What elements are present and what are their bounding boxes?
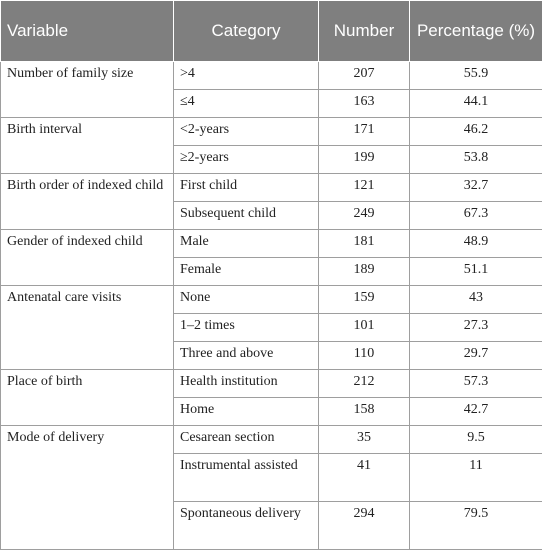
category-cell: None — [174, 286, 319, 314]
category-cell: ≤4 — [174, 90, 319, 118]
variable-cell: Birth interval — [1, 118, 174, 174]
number-cell: 294 — [319, 502, 410, 550]
header-number: Number — [319, 1, 410, 62]
table-header — [1, 1, 542, 62]
category-cell: Instrumental assisted — [174, 454, 319, 502]
category-cell: Male — [174, 230, 319, 258]
number-cell: 181 — [319, 230, 410, 258]
table-row — [1, 62, 542, 90]
percentage-cell: 67.3 — [410, 202, 542, 230]
table-row — [1, 118, 542, 146]
number-cell: 35 — [319, 426, 410, 454]
number-cell: 207 — [319, 62, 410, 90]
number-cell: 110 — [319, 342, 410, 370]
percentage-cell: 42.7 — [410, 398, 542, 426]
category-cell: <2-years — [174, 118, 319, 146]
category-cell: Three and above — [174, 342, 319, 370]
number-cell: 249 — [319, 202, 410, 230]
percentage-cell: 51.1 — [410, 258, 542, 286]
percentage-cell: 53.8 — [410, 146, 542, 174]
number-cell: 158 — [319, 398, 410, 426]
variable-cell: Gender of indexed child — [1, 230, 174, 286]
percentage-cell: 48.9 — [410, 230, 542, 258]
percentage-cell: 32.7 — [410, 174, 542, 202]
number-cell: 212 — [319, 370, 410, 398]
category-cell: Health institution — [174, 370, 319, 398]
header-row — [1, 1, 542, 62]
variable-cell: Place of birth — [1, 370, 174, 426]
percentage-cell: 79.5 — [410, 502, 542, 550]
number-cell: 41 — [319, 454, 410, 502]
variable-cell: Number of family size — [1, 62, 174, 118]
percentage-cell: 29.7 — [410, 342, 542, 370]
table-row — [1, 286, 542, 314]
category-cell: 1–2 times — [174, 314, 319, 342]
percentage-cell: 9.5 — [410, 426, 542, 454]
variable-cell: Mode of delivery — [1, 426, 174, 550]
category-cell: >4 — [174, 62, 319, 90]
table-row — [1, 426, 542, 454]
header-variable: Variable — [1, 1, 174, 62]
number-cell: 189 — [319, 258, 410, 286]
number-cell: 101 — [319, 314, 410, 342]
header-category: Category — [174, 1, 319, 62]
number-cell: 171 — [319, 118, 410, 146]
category-cell: First child — [174, 174, 319, 202]
table-body — [1, 62, 542, 550]
percentage-cell: 57.3 — [410, 370, 542, 398]
category-cell: Home — [174, 398, 319, 426]
header-percentage: Percentage (%) — [410, 1, 542, 62]
table-row — [1, 370, 542, 398]
percentage-cell: 44.1 — [410, 90, 542, 118]
percentage-cell: 11 — [410, 454, 542, 502]
number-cell: 159 — [319, 286, 410, 314]
percentage-cell: 46.2 — [410, 118, 542, 146]
table-row — [1, 174, 542, 202]
variable-cell: Antenatal care visits — [1, 286, 174, 370]
table-row — [1, 230, 542, 258]
category-cell: ≥2-years — [174, 146, 319, 174]
number-cell: 199 — [319, 146, 410, 174]
category-cell: Spontaneous delivery — [174, 502, 319, 550]
percentage-cell: 43 — [410, 286, 542, 314]
variable-cell: Birth order of indexed child — [1, 174, 174, 230]
percentage-cell: 55.9 — [410, 62, 542, 90]
percentage-cell: 27.3 — [410, 314, 542, 342]
category-cell: Female — [174, 258, 319, 286]
number-cell: 121 — [319, 174, 410, 202]
number-cell: 163 — [319, 90, 410, 118]
category-cell: Cesarean section — [174, 426, 319, 454]
category-cell: Subsequent child — [174, 202, 319, 230]
